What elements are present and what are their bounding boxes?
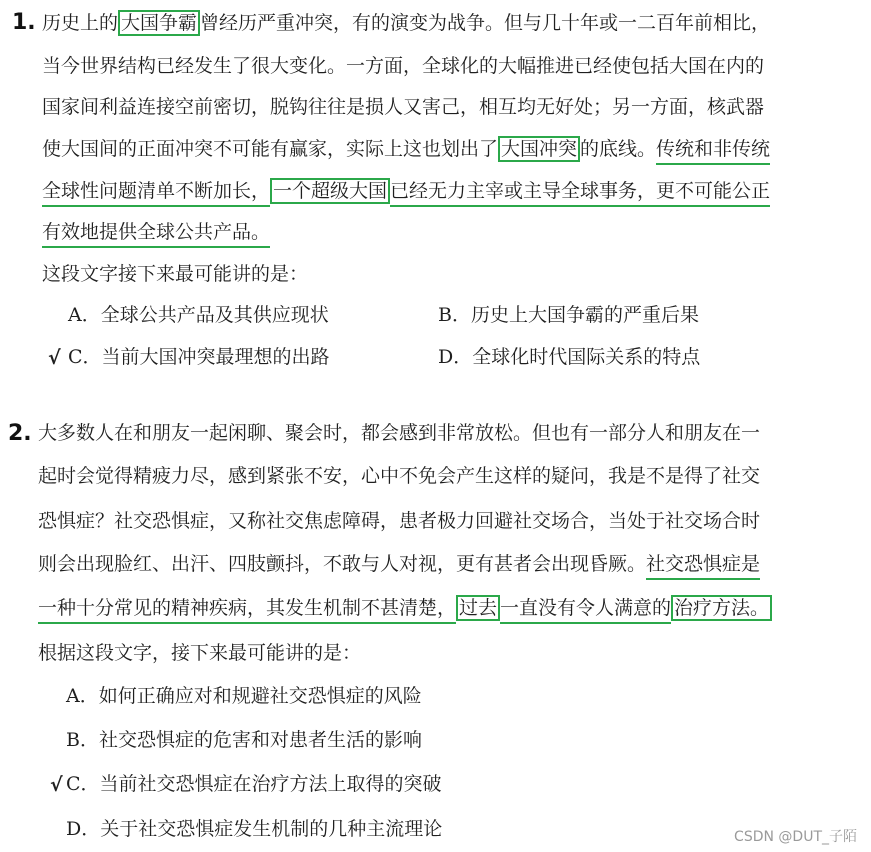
q1-line-2: 当今世界结构已经发生了很大变化。一方面，全球化的大幅推进已经使包括大国在内的 (42, 55, 765, 77)
watermark: CSDN @DUT_子陌 (734, 829, 857, 845)
q2-underline: 社交恐惧症是 (646, 553, 760, 580)
q1-underline: 传统和非传统 (656, 138, 770, 165)
q2-line-1: 大多数人在和朋友一起闲聊、聚会时，都会感到非常放松。但也有一部分人和朋友在一 (38, 422, 761, 444)
q1-highlight-box: 一个超级大国 (270, 178, 390, 204)
q1-line-5 (42, 176, 770, 206)
q2-check-mark: √ (50, 774, 63, 796)
q1-text: 使大国间的正面冲突不可能有赢家，实际上这也划出了 (42, 138, 499, 160)
q2-text: 则会出现脸红、出汗、四肢颤抖，不敢与人对视，更有甚者会出现昏厥。 (38, 553, 647, 575)
q2-question: 根据这段文字，接下来最可能讲的是： (38, 642, 362, 664)
q1-text: 的底线。 (580, 138, 657, 160)
q1-highlight-box: 大国冲突 (498, 136, 580, 162)
q2-option-a[interactable]: A．如何正确应对和规避社交恐惧症的风险 (66, 685, 422, 707)
q1-highlight-box: 大国争霸 (118, 10, 200, 36)
q1-option-a[interactable]: A．全球公共产品及其供应现状 (68, 304, 329, 326)
q1-line-4 (42, 134, 770, 164)
question-1-number: 1. (12, 10, 36, 35)
q1-option-d[interactable]: D．全球化时代国际关系的特点 (438, 346, 701, 368)
q1-line-1 (42, 8, 770, 38)
q1-text: 曾经历严重冲突，有的演变为战争。但与几十年或一二百年前相比， (200, 12, 771, 34)
q2-line-5 (38, 593, 772, 623)
q1-line-3: 国家间利益连接空前密切，脱钩往往是损人又害己，相互均无好处；另一方面，核武器 (42, 96, 765, 118)
q2-highlight-box: 过去 (456, 595, 500, 621)
q2-underline: 一种十分常见的精神疾病，其发生机制不甚清楚， (38, 597, 456, 624)
q2-highlight-box: 治疗方法。 (671, 595, 772, 621)
q1-underline: 有效地提供全球公共产品。 (42, 221, 270, 248)
q2-option-b[interactable]: B．社交恐惧症的危害和对患者生活的影响 (66, 729, 422, 751)
question-2-number: 2. (8, 421, 32, 446)
q1-text: 历史上的 (42, 12, 119, 34)
q2-option-c[interactable]: C．当前社交恐惧症在治疗方法上取得的突破 (66, 773, 442, 795)
q2-underline: 一直没有令人满意的 (500, 597, 671, 624)
q1-underline: 已经无力主宰或主导全球事务，更不可能公正 (390, 180, 770, 207)
q1-check-mark: √ (48, 347, 61, 369)
q1-line-6 (42, 217, 270, 247)
q2-line-3: 恐惧症？社交恐惧症，又称社交焦虑障碍，患者极力回避社交场合，当处于社交场合时 (38, 510, 761, 532)
q2-line-4 (38, 549, 760, 579)
q1-option-c[interactable]: C．当前大国冲突最理想的出路 (68, 346, 330, 368)
q2-option-d[interactable]: D．关于社交恐惧症发生机制的几种主流理论 (66, 818, 443, 840)
q2-line-2: 起时会觉得精疲力尽，感到紧张不安，心中不免会产生这样的疑问，我是不是得了社交 (38, 465, 761, 487)
q1-underline: 全球性问题清单不断加长， (42, 180, 270, 207)
q1-option-b[interactable]: B．历史上大国争霸的严重后果 (438, 304, 699, 326)
q1-question: 这段文字接下来最可能讲的是： (42, 263, 309, 285)
